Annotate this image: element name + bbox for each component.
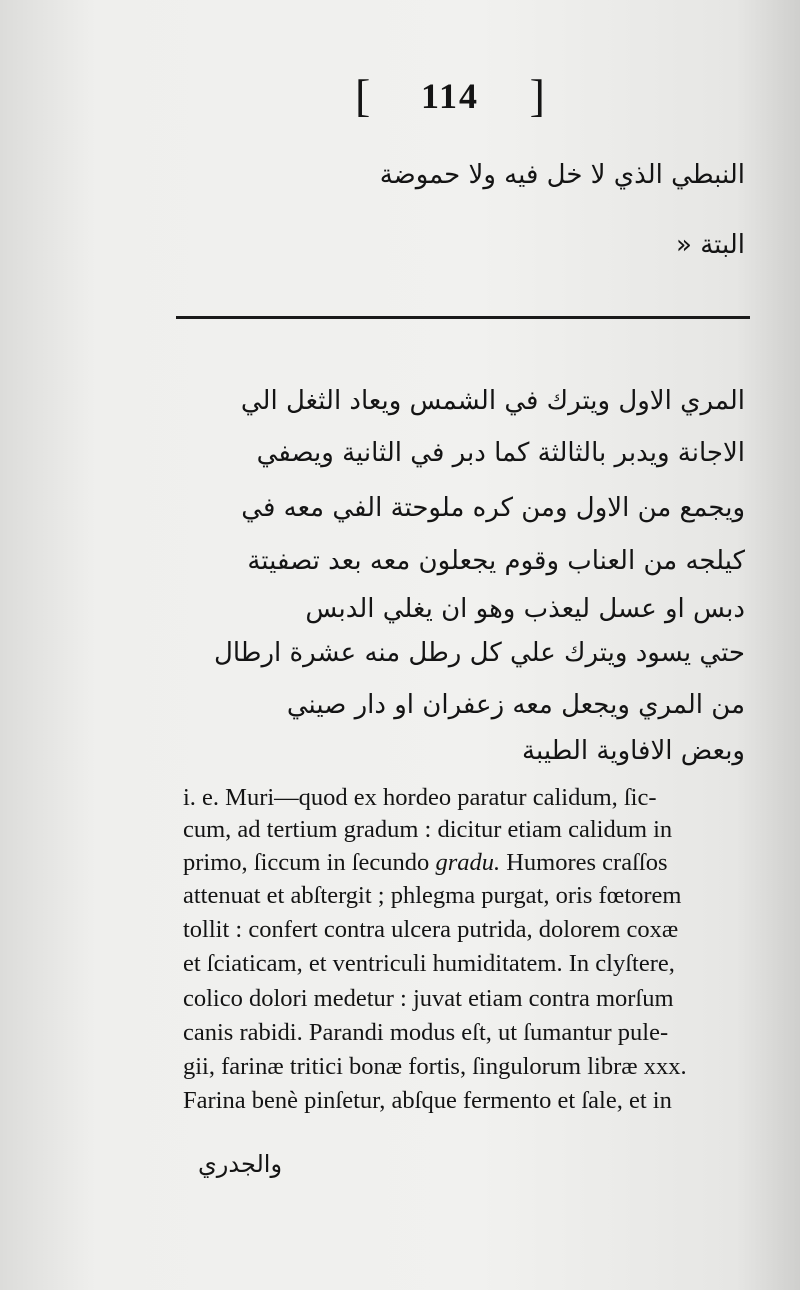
italic-word: gradu. — [435, 849, 501, 876]
arabic-body-line-6: حتي يسود ويترك علي كل رطل منه عشرة ارطال — [213, 638, 745, 668]
folio-number: 114 — [420, 76, 479, 116]
latin-line-10: Farina benè pinſetur, abſque fermento et ſale, et in — [183, 1087, 672, 1114]
arabic-body-line-8: وبعض الافاوية الطيبة — [522, 736, 745, 766]
folio-open-bracket: [ — [355, 70, 371, 121]
arabic-body-line-1: المري الاول ويترك في الشمس ويعاد الثغل الي — [240, 386, 745, 416]
section-rule — [176, 316, 750, 319]
latin-line-9: gii, farinæ tritici bonæ fortis, ſingulorum libræ xxx. — [183, 1053, 687, 1080]
latin-line-6: et ſciaticam, et ventriculi humiditatem. In clyſtere, — [183, 950, 675, 977]
folio-close-bracket: ] — [529, 70, 545, 121]
latin-line-4: attenuat et abſtergit ; phlegma purgat, oris fœtorem — [183, 882, 682, 909]
arabic-body-line-3: ويجمع من الاول ومن كره ملوحتة الفي معه في — [241, 493, 745, 523]
arabic-body-line-4: كيلجه من العناب وقوم يجعلون معه بعد تصفيتة — [247, 546, 745, 576]
arabic-body-line-5: دبس او عسل ليعذب وهو ان يغلي الدبس — [305, 594, 745, 624]
catchword: والجدري — [198, 1150, 283, 1178]
latin-line-2: cum, ad tertium gradum : dicitur etiam calidum in — [183, 816, 673, 843]
latin-line-3: primo, ſiccum in ſecundo gradu. Humores craſſos — [183, 849, 668, 876]
latin-line-8: canis rabidi. Parandi modus eſt, ut ſumantur pule- — [183, 1019, 669, 1046]
page-number — [355, 66, 545, 126]
latin-line-5: tollit : confert contra ulcera putrida, dolorem coxæ — [183, 916, 679, 943]
arabic-body-line-2: الاجانة ويدبر بالثالثة كما دبر في الثانية ويصفي — [256, 438, 745, 468]
arabic-head-line-1: النبطي الذي لا خل فيه ولا حموضة — [379, 160, 745, 190]
arabic-head-line-2: البتة « — [676, 230, 745, 260]
latin-line-1: i. e. Muri—quod ex hordeo paratur calidum, ſic- — [183, 784, 657, 811]
arabic-body-line-7: من المري ويجعل معه زعفران او دار صيني — [286, 690, 745, 720]
latin-line-7: colico dolori medetur : juvat etiam contra morſum — [183, 985, 674, 1012]
